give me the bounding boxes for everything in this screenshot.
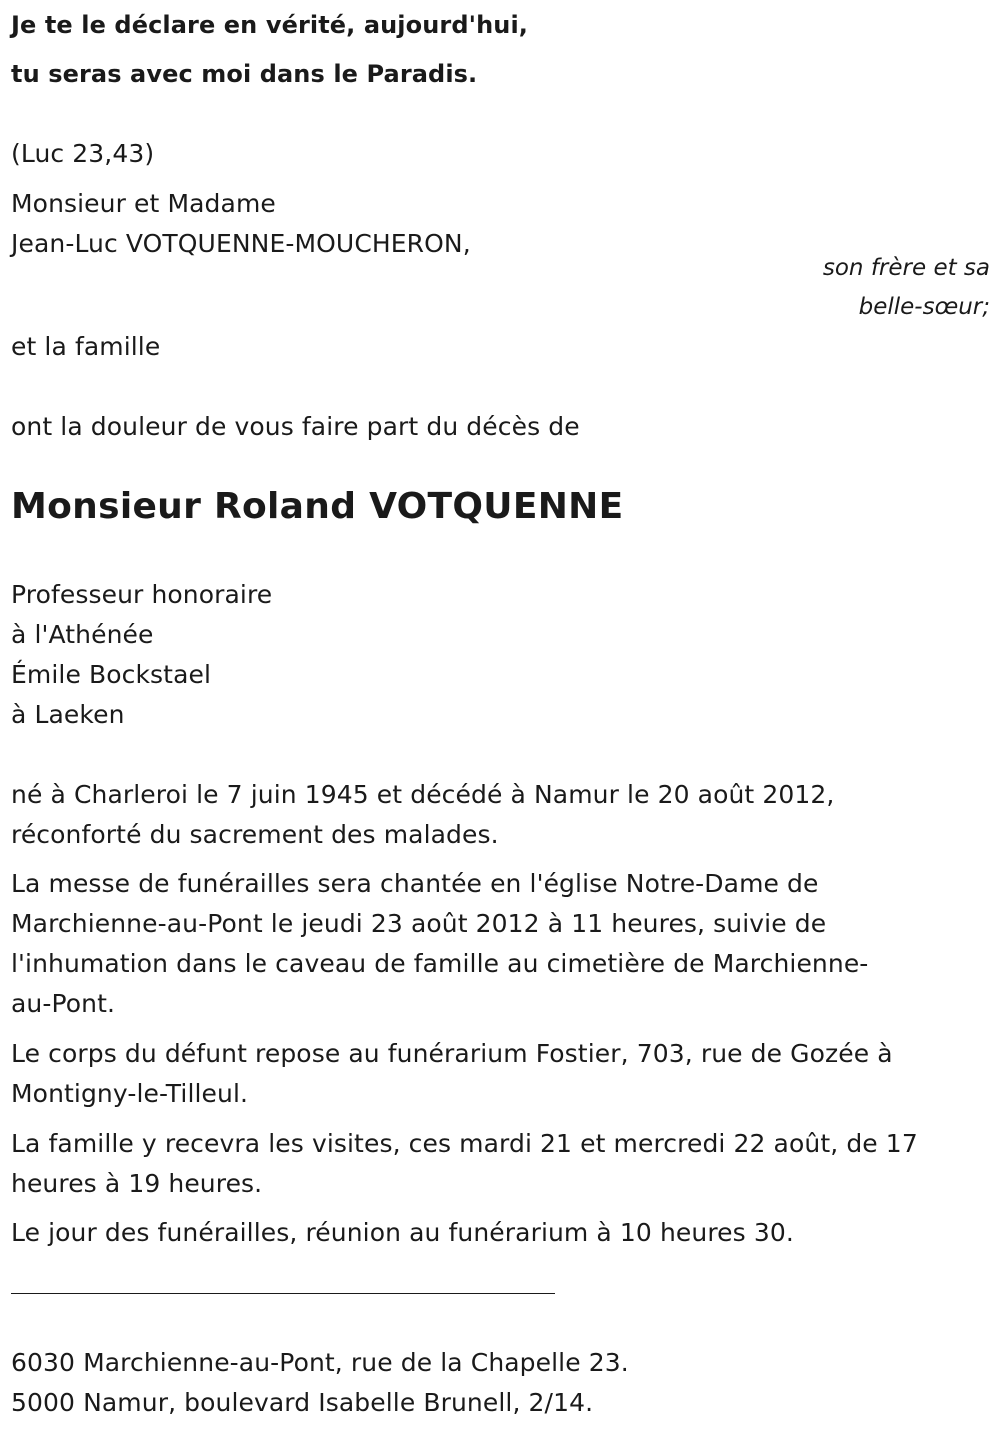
rest-line: Montigny-le-Tilleul. [11,1079,249,1108]
rest-line: Le corps du défunt repose au funérarium Fostier, 703, rue de Gozée à [11,1039,893,1068]
family-others: et la famille [11,332,161,361]
mass-line: Marchienne-au-Pont le jeudi 23 août 2012 à 11 heures, suivie de [11,909,827,938]
family-line-1: Monsieur et Madame [11,189,276,218]
mass-line: l'inhumation dans le caveau de famille au cimetière de Marchienne- [11,949,869,978]
visits-line: La famille y recevra les visites, ces mardi 21 et mercredi 22 août, de 17 [11,1129,918,1158]
relation-line-1: son frère et sa [822,255,990,281]
relation-line-2: belle-sœur; [858,294,990,320]
title-line: Professeur honoraire [11,580,273,609]
verse-reference: (Luc 23,43) [11,139,155,168]
separator-rule [11,1293,555,1294]
deceased-name: Monsieur Roland VOTQUENNE [11,486,624,527]
verse-line-1: Je te le déclare en vérité, aujourd'hui, [11,11,528,39]
title-line: à Laeken [11,700,125,729]
announcement: ont la douleur de vous faire part du décès de [11,412,580,441]
birth-death-line: réconforté du sacrement des malades. [11,820,499,849]
address-line: 6030 Marchienne-au-Pont, rue de la Chapelle 23. [11,1348,629,1377]
mass-line: La messe de funérailles sera chantée en l'église Notre-Dame de [11,869,819,898]
verse-line-2: tu seras avec moi dans le Paradis. [11,60,478,88]
mass-line: au-Pont. [11,989,116,1018]
address-line: 5000 Namur, boulevard Isabelle Brunell, 2/14. [11,1388,594,1417]
title-line: à l'Athénée [11,620,154,649]
birth-death-line: né à Charleroi le 7 juin 1945 et décédé à Namur le 20 août 2012, [11,780,835,809]
meeting-line: Le jour des funérailles, réunion au funérarium à 10 heures 30. [11,1218,794,1247]
family-line-2: Jean-Luc VOTQUENNE-MOUCHERON, [11,229,471,258]
visits-line: heures à 19 heures. [11,1169,263,1198]
title-line: Émile Bockstael [11,660,212,689]
